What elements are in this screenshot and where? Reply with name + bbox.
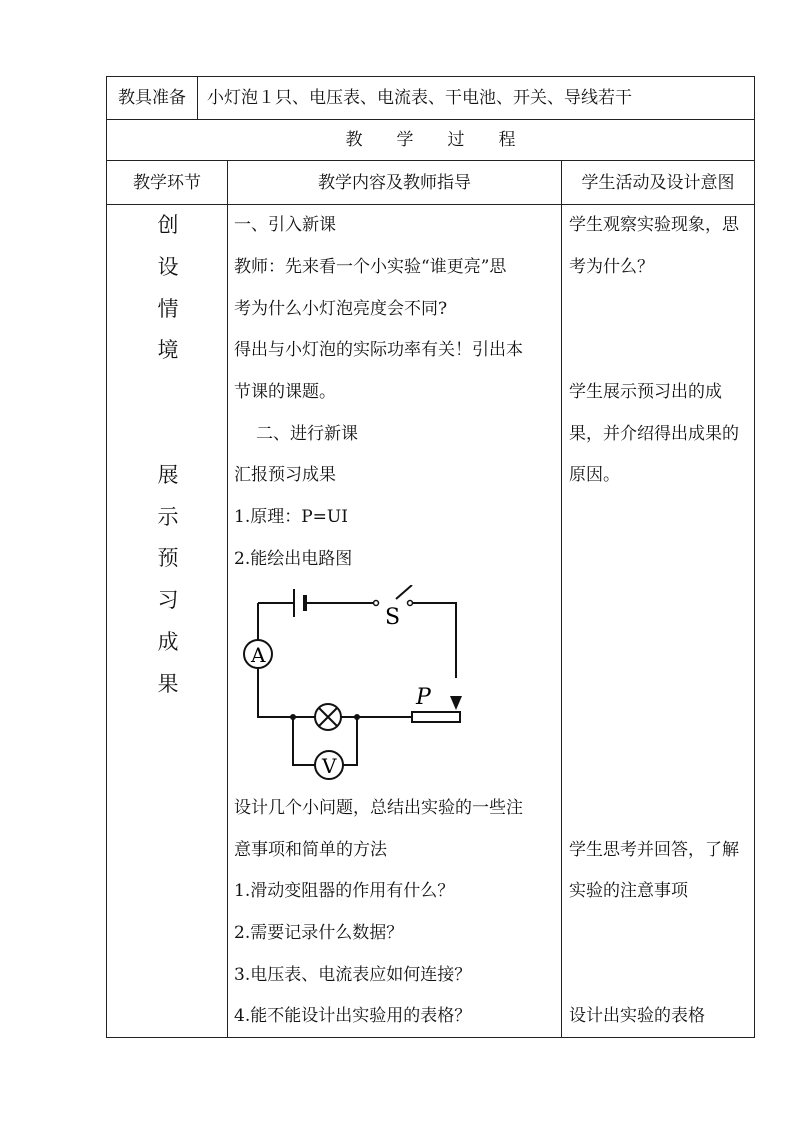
table-border-right [754,76,755,1038]
rheostat-icon [412,712,460,722]
content-line: 4.能不能设计出实验用的表格？ [234,1006,472,1026]
row-divider-1 [106,119,755,120]
column-header-content: 教学内容及教师指导 [318,173,471,193]
content-line: 2.能绘出电路图 [234,549,353,569]
switch-blade [396,585,412,599]
column-header-student: 学生活动及设计意图 [581,173,735,193]
table-border-top [106,76,755,77]
column-header-stage: 教学环节 [133,173,201,193]
content-line: 3.电压表、电流表应如何连接？ [234,965,472,985]
column-divider-1 [227,160,228,1037]
stage2-char: 展 [157,463,179,487]
stage2-char: 预 [157,546,179,570]
stage1-char: 创 [157,213,179,237]
content-line: 2.需要记录什么数据？ [234,923,404,943]
student-line: 原因。 [569,465,620,485]
student-line: 设计出实验的表格 [569,1006,705,1026]
content-line: 汇报预习成果 [234,465,336,485]
stage2-char: 示 [157,505,179,529]
ammeter-label: A [251,643,266,667]
table-border-bottom [106,1037,755,1038]
slider-arrow-icon [450,696,462,710]
equipment-divider [197,76,198,119]
stage2-char: 习 [157,588,179,612]
content-line: 一、引入新课 [234,215,336,235]
content-line: 节课的课题。 [234,382,336,402]
content-line: 教师：先来看一个小实验“谁更亮”思 [234,257,507,277]
stage1-char: 设 [157,255,179,279]
student-line: 学生思考并回答，了解 [569,840,739,860]
student-line: 考为什么？ [569,257,654,277]
table-border-left [106,76,107,1038]
slider-label: P [416,685,431,710]
content-line: 二、进行新课 [256,424,358,444]
column-divider-2 [561,160,562,1037]
voltmeter-label: V [322,754,337,778]
student-line: 实验的注意事项 [569,881,688,901]
circuit-diagram [230,585,480,785]
content-line: 1.原理：P=UI [234,507,348,527]
content-line: 意事项和简单的方法 [234,840,387,860]
student-line: 学生观察实验现象，思 [569,215,739,235]
content-line: 设计几个小问题，总结出实验的一些注 [234,798,523,818]
student-line: 果，并介绍得出成果的 [569,424,739,444]
equipment-text: 小灯泡１只、电压表、电流表、干电池、开关、导线若干 [207,88,632,108]
switch-label: S [385,605,401,630]
process-title: 教 学 过 程 [345,130,516,150]
content-line: 1.滑动变阻器的作用有什么？ [234,881,455,901]
stage1-char: 境 [157,338,179,362]
equipment-label: 教具准备 [118,88,186,108]
stage2-char: 果 [157,672,179,696]
content-line: 得出与小灯泡的实际功率有关！引出本 [234,340,523,360]
row-divider-3 [106,204,755,205]
content-line: 考为什么小灯泡亮度会不同? [234,299,448,319]
stage2-char: 成 [157,630,179,654]
row-divider-2 [106,160,755,161]
student-line: 学生展示预习出的成 [569,382,722,402]
stage1-char: 情 [157,297,179,321]
